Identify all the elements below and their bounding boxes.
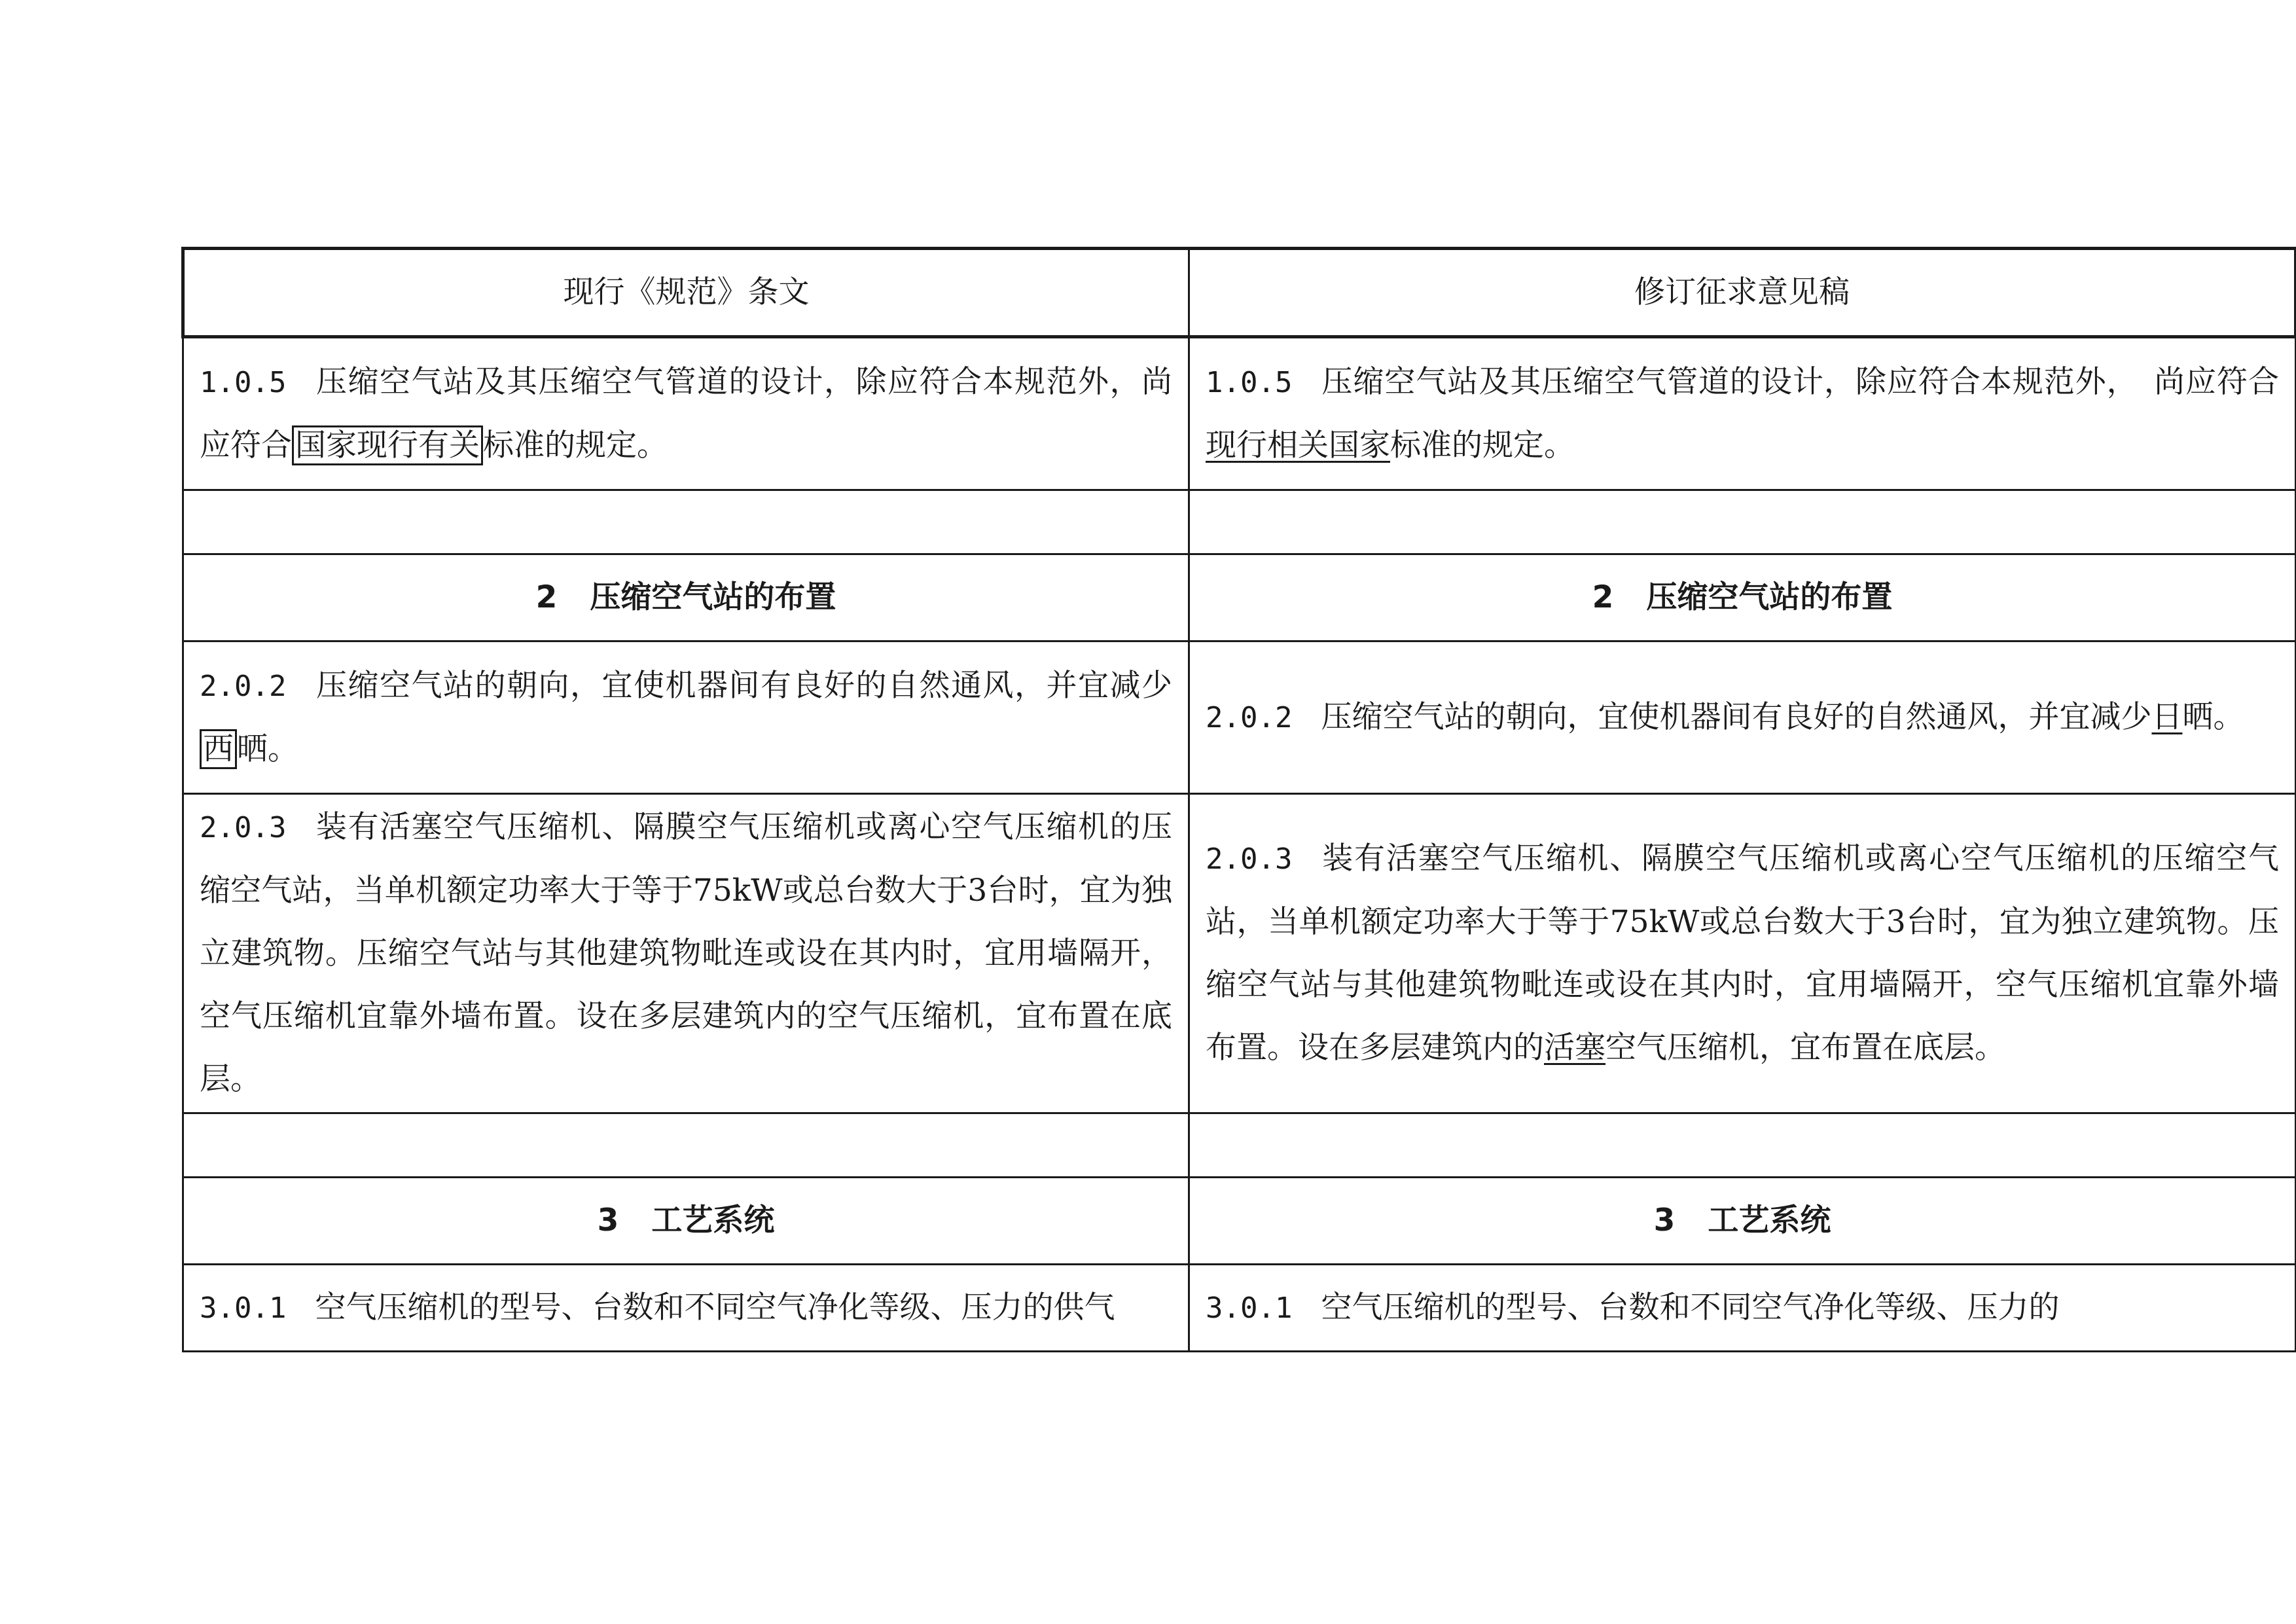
clause-number: 2.0.3: [200, 811, 287, 844]
clause-number: 1.0.5: [200, 365, 287, 399]
clause-number: 2.0.2: [1206, 700, 1293, 734]
clause-row-3-0-1: [183, 1265, 2296, 1352]
clause-row-2-0-3: [183, 794, 2296, 1113]
clause-text: 装有活塞空气压缩机、隔膜空气压缩机或离心空气压缩机的压缩空气站，当单机额定功率大于等于75kW或总台数大于3台时，宜为独立建筑物。压缩空气站与其他建筑物毗连或设在其内时，宜用墙隔开，空气压缩机宜靠外墙布置。设在多层建筑内的: [1206, 840, 2279, 1066]
clause-number: 2.0.2: [200, 669, 287, 703]
section-title: 压缩空气站的布置: [590, 579, 836, 615]
clause-3-0-1-revised: [1189, 1265, 2296, 1352]
section-2-heading-current: [183, 554, 1189, 641]
section-3-heading-revised: [1189, 1178, 2296, 1265]
clause-2-0-3-revised: [1189, 794, 2296, 1113]
clause-3-0-1-current: [183, 1265, 1189, 1352]
section-3-heading-current: [183, 1178, 1189, 1265]
blank-cell: [1189, 1113, 2296, 1178]
clause-1-0-5-current: [183, 337, 1189, 490]
clause-text: 空气压缩机的型号、台数和不同空气净化等级、压力的供气: [315, 1289, 1115, 1326]
section-title: 压缩空气站的布置: [1646, 579, 1893, 615]
section-number: 3: [1653, 1202, 1676, 1238]
blank-cell: [183, 490, 1189, 554]
clause-number: 3.0.1: [200, 1291, 287, 1325]
clause-2-0-3-current: [183, 794, 1189, 1113]
clause-1-0-5-revised: [1189, 337, 2296, 490]
section-number: 2: [1592, 579, 1614, 615]
deleted-text-box: 国家现行有关: [292, 425, 483, 465]
comparison-table: [181, 247, 2296, 1352]
clause-number: 2.0.3: [1206, 842, 1293, 876]
clause-text: 压缩空气站的朝向，宜使机器间有良好的自然通风，并宜减少: [315, 667, 1172, 704]
clause-text-tail: 空气压缩机，宜布置在底层。: [1605, 1030, 2005, 1066]
section-number: 3: [597, 1202, 619, 1238]
clause-text-tail: 标准的规定。: [1390, 427, 1575, 463]
section-2-heading-revised: [1189, 554, 2296, 641]
clause-text-tail: 晒。: [237, 731, 298, 767]
clause-text: 装有活塞空气压缩机、隔膜空气压缩机或离心空气压缩机的压缩空气站，当单机额定功率大于等于75kW或总台数大于3台时，宜为独立建筑物。压缩空气站与其他建筑物毗连或设在其内时，宜用墙隔开，空气压缩机宜靠外墙布置。设在多层建筑内的空气压缩机，宜布置在底层。: [200, 809, 1172, 1097]
revised-text-underline: 日: [2151, 698, 2183, 735]
clause-2-0-2-revised: [1189, 641, 2296, 794]
section-3-row: [183, 1178, 2296, 1265]
header-revision-draft: 修订征求意见稿: [1189, 249, 2296, 337]
clause-text: 压缩空气站及其压缩空气管道的设计，除应符合本规范外，尚应符合: [200, 363, 1172, 463]
deleted-text-box: 西: [200, 729, 237, 769]
clause-text-tail: 标准的规定。: [483, 427, 668, 463]
header-current-code: 现行《规范》条文: [183, 249, 1189, 337]
clause-text: 压缩空气站的朝向，宜使机器间有良好的自然通风，并宜减少: [1321, 698, 2152, 735]
clause-row-1-0-5: [183, 337, 2296, 490]
clause-number: 3.0.1: [1206, 1291, 1293, 1325]
header-row: [183, 249, 2296, 337]
clause-row-2-0-2: [183, 641, 2296, 794]
clause-text: 压缩空气站及其压缩空气管道的设计，除应符合本规范外， 尚应符合: [1321, 363, 2279, 400]
blank-cell: [1189, 490, 2296, 554]
blank-cell: [183, 1113, 1189, 1178]
revised-text-underline: 活塞: [1544, 1030, 1605, 1066]
blank-row: [183, 1113, 2296, 1178]
section-title: 工艺系统: [1708, 1202, 1831, 1238]
section-number: 2: [535, 579, 558, 615]
clause-2-0-2-current: [183, 641, 1189, 794]
section-2-row: [183, 554, 2296, 641]
clause-text-tail: 晒。: [2182, 698, 2244, 735]
clause-text: 空气压缩机的型号、台数和不同空气净化等级、压力的: [1321, 1289, 2060, 1326]
clause-number: 1.0.5: [1206, 365, 1293, 399]
blank-row: [183, 490, 2296, 554]
section-title: 工艺系统: [651, 1202, 775, 1238]
revised-text-underline: 现行相关国家: [1206, 427, 1390, 463]
